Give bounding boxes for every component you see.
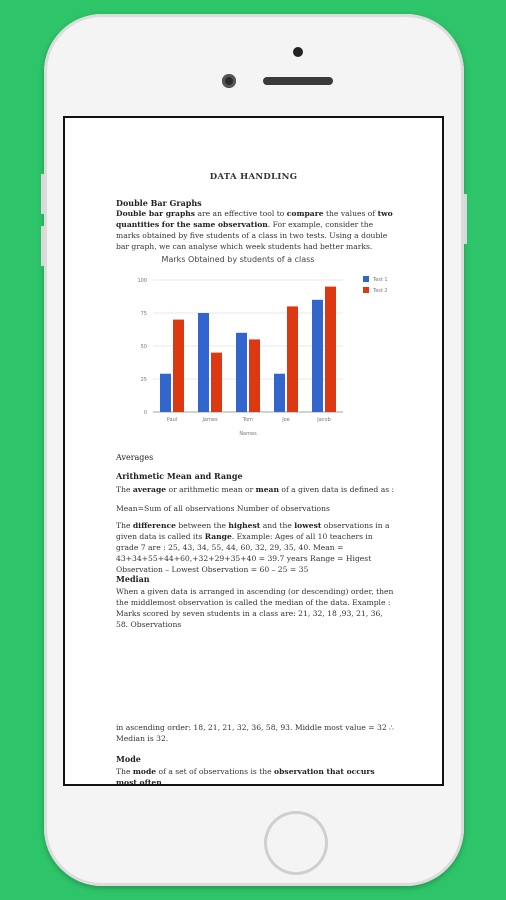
bold-term: mean [255,485,279,494]
text-run: observations in a given data is called its [116,521,390,541]
phone-screen[interactable] [63,116,444,786]
paragraph-range [116,520,396,575]
bar-test-2-joe [287,306,298,412]
bold-term: lowest [294,521,322,530]
text-run: and the [260,521,295,530]
power-button [464,194,467,244]
section-heading: Double Bar Graphs [116,198,202,208]
x-tick-label: Joe [282,417,290,423]
text-run: The [116,485,133,494]
bold-term: two quantities for the same observation [116,209,393,229]
bold-term: difference [132,521,176,530]
text-run: the values of [323,209,378,218]
front-camera [222,74,236,88]
paragraph-mode [116,766,396,786]
bold-term: observation that occurs most often [116,767,375,786]
legend-swatch [363,276,369,282]
mean-formula: Mean=Sum of all observations Number of observations [116,504,330,513]
legend-label: Test 2 [373,288,388,294]
legend-swatch [363,287,369,293]
legend-label: Test 1 [373,277,388,283]
bar-test-1-tom [236,333,247,412]
text-run: of a set of observations is the [156,767,275,776]
volume-up-button [41,174,44,214]
bar-test-1-james [198,313,209,412]
bar-test-2-paul [173,320,184,412]
bold-term: Range [204,532,232,541]
text-run: of a given data is defined as : [278,485,395,494]
text-run: are an effective tool to [195,209,287,218]
bold-term: highest [228,521,261,530]
y-tick-label: 100 [137,278,147,284]
text-run: . [161,778,165,786]
bold-term: Double bar graphs [116,209,196,218]
x-axis-label: Names [239,431,257,437]
y-tick-label: 50 [140,344,147,350]
section-heading: Arithmetic Mean and Range [116,471,243,481]
volume-down-button [41,226,44,266]
paragraph-median: When a given data is arranged in ascending (or descending) order, then the middlemost observation is called the median of the data. Example : Marks scored by seven students in a class are: 21, 32, 18 ,93, 21, 36, 58. Observations [116,587,394,629]
y-tick-label: 0 [143,410,147,416]
text-run: or arithmetic mean or [166,485,256,494]
bar-test-1-joe [274,374,285,412]
averages-heading: Averages [116,453,154,462]
earpiece-speaker [263,77,333,85]
x-tick-label: Jacob [317,417,331,423]
x-tick-label: Tom [242,417,254,423]
bold-term: mode [132,767,157,776]
text-run: The [116,767,133,776]
x-tick-label: Paul [166,417,178,423]
bar-test-2-tom [249,339,260,412]
text-run: . For example, consider the marks obtained by five students of a class in two tests. Using a double bar graph, we can analyse which week students had better marks. [116,220,388,251]
chart-svg [113,255,403,445]
home-button[interactable] [264,811,328,875]
document-page[interactable] [65,118,442,784]
text-run: between the [175,521,229,530]
bar-test-1-paul [160,374,171,412]
section-heading: Median [116,574,150,584]
chart-title: Marks Obtained by students of a class [161,255,315,264]
bold-term: compare [286,209,324,218]
paragraph-median-continued: in ascending order: 18, 21, 21, 32, 36, 58, 93. Middle most value = 32 ∴ Median is 32. [116,723,394,743]
bold-term: average [132,485,167,494]
y-tick-label: 25 [140,377,147,383]
bar-test-2-jacob [325,287,336,412]
bar-test-2-james [211,353,222,412]
paragraph-average [116,484,396,495]
paragraph-double-bar [116,208,396,252]
y-tick-label: 75 [140,311,147,317]
section-heading: Mode [116,754,141,764]
double-bar-chart [113,255,403,445]
text-run: The [116,521,133,530]
document-title: DATA HANDLING [209,172,298,182]
proximity-sensor [293,47,303,57]
text-run: . Example: Ages of all 10 teachers in grade 7 are : 25, 43, 34, 55, 44, 60, 32, 29, 35, 40. Mean = 43+34+55+44+60,+32+29+35+40 = 39.7 years Range = Higest Observation – Lowest Observation = 60 – 25 = 35 [116,532,373,574]
bar-test-1-jacob [312,300,323,412]
x-tick-label: James [202,417,218,423]
